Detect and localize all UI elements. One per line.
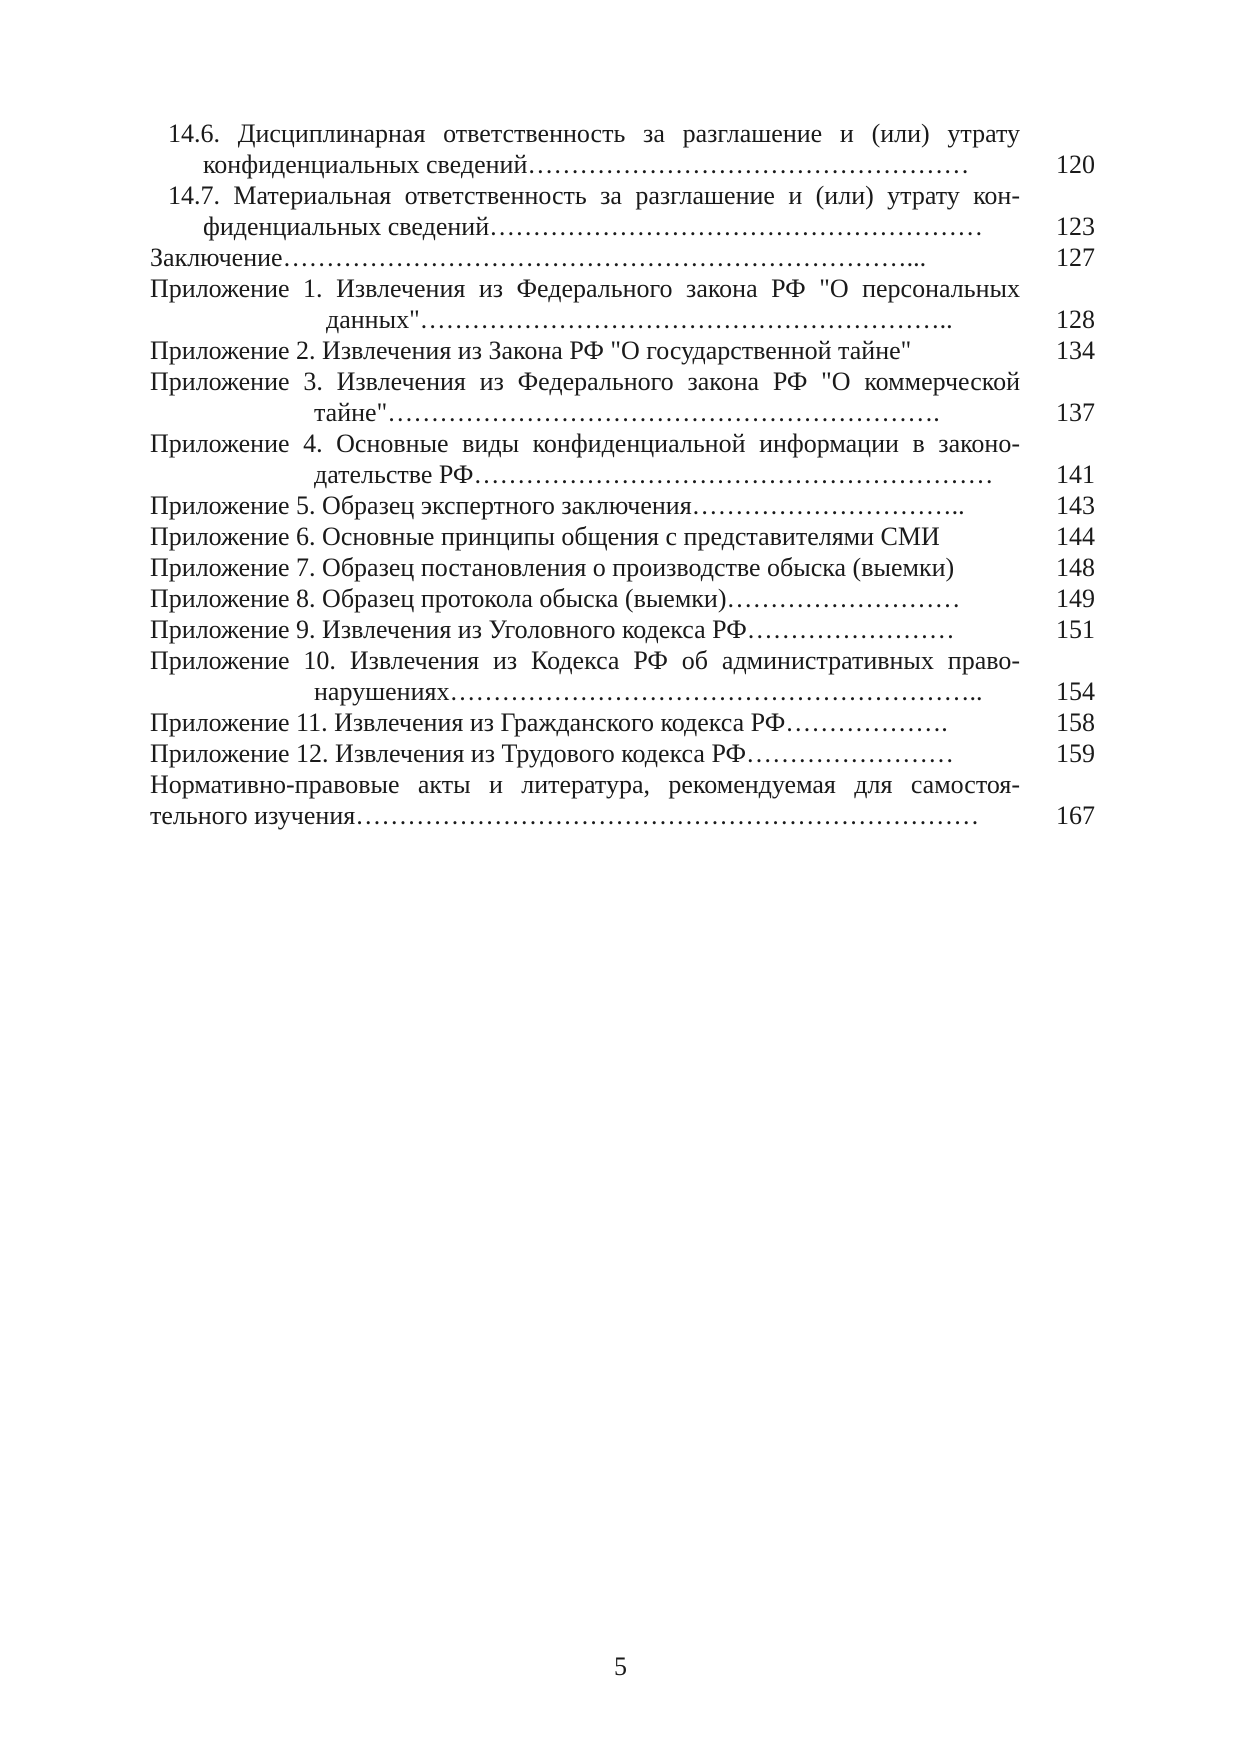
toc-entry-title: 14.6. Дисциплинарная ответственность за разглашение и (или) утрату: [168, 119, 1020, 148]
toc-entry-appendix-7[interactable]: [150, 552, 1095, 583]
toc-entry-title: 14.7. Материальная ответственность за разглашение и (или) утрату кон-: [168, 181, 1020, 210]
toc-entry-title: Приложение 1. Извлечения из Федерального закона РФ "О персональных: [150, 274, 1020, 303]
toc-page-number: 128: [1056, 305, 1095, 334]
toc-page-number: 154: [1056, 677, 1095, 706]
toc-entry-conclusion[interactable]: [150, 242, 1095, 273]
toc-entry-appendix-6[interactable]: [150, 521, 1095, 552]
toc-entry-appendix-11[interactable]: [150, 707, 1095, 738]
toc-page-number: 158: [1056, 708, 1095, 737]
toc-entry-title-cont: тельного изучения………………………………………………………………: [150, 801, 980, 830]
toc-page-number: 127: [1056, 243, 1095, 272]
toc-page-number: 123: [1056, 212, 1095, 241]
toc-entry-appendix-5[interactable]: [150, 490, 1095, 521]
toc-entry-title-cont: фиденциальных сведений…………………………………………………: [203, 212, 984, 241]
toc-entry-references[interactable]: [150, 769, 1095, 831]
toc-entry-title: Приложение 10. Извлечения из Кодекса РФ об административных право-: [150, 646, 1020, 675]
toc-entry-appendix-12[interactable]: [150, 738, 1095, 769]
toc-entry-appendix-1[interactable]: [150, 273, 1095, 335]
toc-entry-14-7[interactable]: [150, 180, 1095, 242]
toc-page-number: 143: [1056, 491, 1095, 520]
toc-entry-appendix-8[interactable]: [150, 583, 1095, 614]
toc-entry-title: Приложение 3. Извлечения из Федерального закона РФ "О коммерческой: [150, 367, 1020, 396]
toc-entry-title: Приложение 6. Основные принципы общения с представителями СМИ: [150, 522, 940, 551]
toc-entry-appendix-9[interactable]: [150, 614, 1095, 645]
toc-entry-title: Приложение 11. Извлечения из Гражданского кодекса РФ……………….: [150, 708, 948, 737]
toc-entry-title: Приложение 4. Основные виды конфиденциальной информации в законо-: [150, 429, 1020, 458]
toc-entry-title: Нормативно-правовые акты и литература, рекомендуемая для самостоя-: [150, 770, 1020, 799]
toc-entry-title: Приложение 12. Извлечения из Трудового кодекса РФ……………………: [150, 739, 955, 768]
toc-page-number: 151: [1056, 615, 1095, 644]
toc-page-number: 149: [1056, 584, 1095, 613]
toc-entry-title: Приложение 7. Образец постановления о производстве обыска (выемки): [150, 553, 955, 582]
toc-page-number: 120: [1056, 150, 1095, 179]
toc-page-number: 141: [1056, 460, 1095, 489]
toc-entry-title: Приложение 5. Образец экспертного заключения…………………………..: [150, 491, 965, 520]
toc-entry-appendix-3[interactable]: [150, 366, 1095, 428]
toc-entry-title-cont: нарушениях……………………………………………………..: [314, 677, 983, 706]
toc-entry-title: Приложение 9. Извлечения из Уголовного кодекса РФ……………………: [150, 615, 955, 644]
toc-page-number: 159: [1056, 739, 1095, 768]
toc-entry-title: Заключение………………………………………………………………...: [150, 243, 927, 272]
toc-entry-14-6[interactable]: [150, 118, 1095, 180]
toc-entry-appendix-2[interactable]: [150, 335, 1095, 366]
page-number: 5: [614, 1652, 627, 1681]
table-of-contents: [150, 118, 1095, 831]
toc-entry-title-cont: данных"……………………………………………………..: [326, 305, 953, 334]
toc-entry-appendix-4[interactable]: [150, 428, 1095, 490]
toc-entry-title-cont: тайне"……………………………………………………….: [314, 398, 940, 427]
toc-page-number: 167: [1056, 801, 1095, 830]
toc-page-number: 148: [1056, 553, 1095, 582]
toc-page-number: 137: [1056, 398, 1095, 427]
toc-entry-title: Приложение 2. Извлечения из Закона РФ "О государственной тайне": [150, 336, 912, 365]
toc-page-number: 134: [1056, 336, 1095, 365]
toc-entry-title-cont: дательстве РФ……………………………………………………: [314, 460, 994, 489]
toc-entry-appendix-10[interactable]: [150, 645, 1095, 707]
toc-entry-title: Приложение 8. Образец протокола обыска (выемки)………………………: [150, 584, 961, 613]
toc-page-number: 144: [1056, 522, 1095, 551]
toc-entry-title-cont: конфиденциальных сведений……………………………………………: [203, 150, 970, 179]
